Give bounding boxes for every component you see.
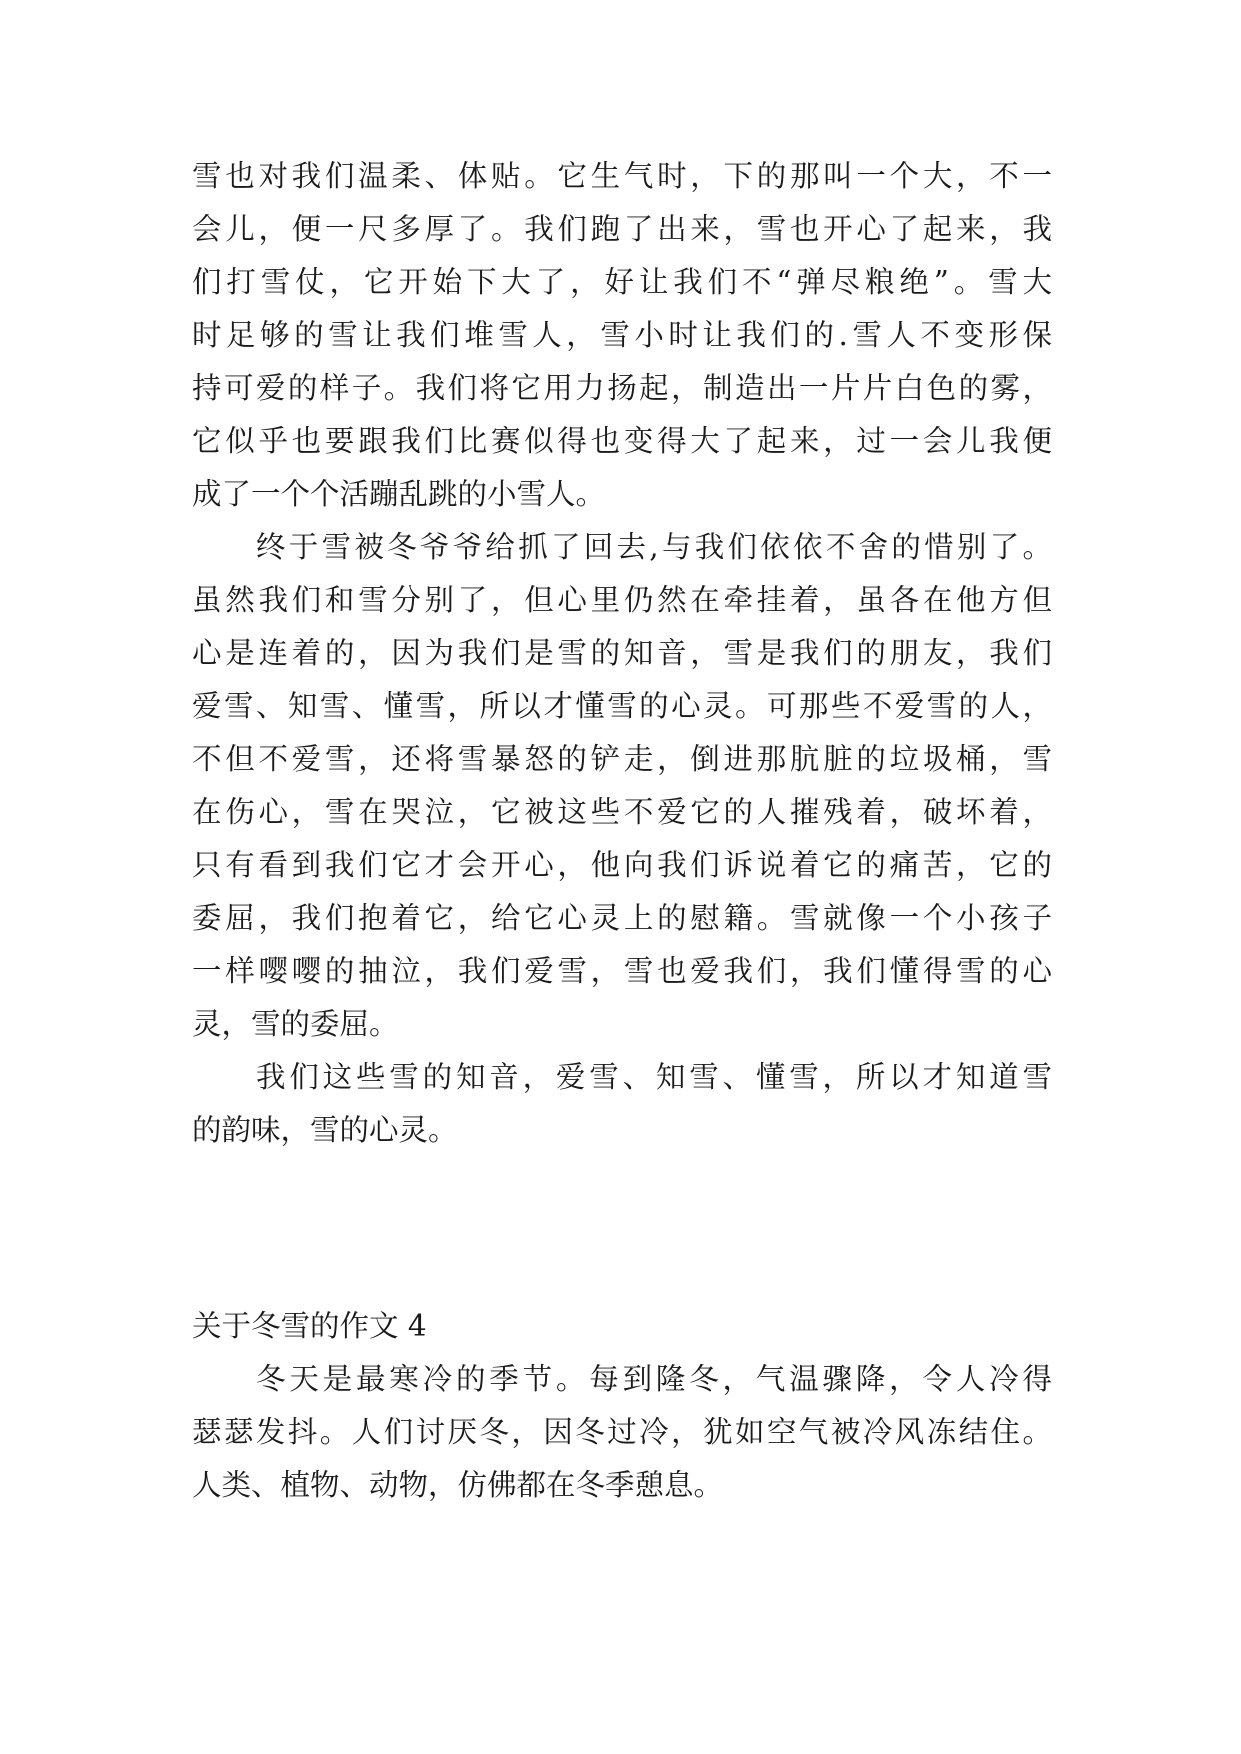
- text-line: 在伤心，雪在哭泣，它被这些不爱它的人摧残着，破坏着，: [192, 795, 1052, 829]
- essay-body-2: [192, 1353, 1052, 1512]
- text-line: 不但不爱雪，还将雪暴怒的铲走，倒进那肮脏的垃圾桶，雪: [192, 742, 1052, 776]
- text-line: 们打雪仗，它开始下大了，好让我们不“弹尽粮绝”。雪大: [192, 265, 1052, 299]
- text-line: 虽然我们和雪分别了，但心里仍然在牵挂着，虽各在他方但: [192, 583, 1052, 617]
- text-line: 一样嘤嘤的抽泣，我们爱雪，雪也爱我们，我们懂得雪的心: [192, 954, 1052, 988]
- text-line: 冬天是最寒冷的季节。每到隆冬，气温骤降，令人冷得: [256, 1362, 1052, 1396]
- text-line: 只有看到我们它才会开心，他向我们诉说着它的痛苦，它的: [192, 848, 1052, 882]
- text-line: 持可爱的样子。我们将它用力扬起，制造出一片片白色的雾，: [192, 371, 1052, 405]
- text-line: 爱雪、知雪、懂雪，所以才懂雪的心灵。可那些不爱雪的人，: [192, 689, 1052, 723]
- text-line: 终于雪被冬爷爷给抓了回去,与我们依依不舍的惜别了。: [256, 530, 1052, 564]
- text-line: 委屈，我们抱着它，给它心灵上的慰籍。雪就像一个小孩子: [192, 901, 1052, 935]
- essay-body: [192, 150, 1052, 1157]
- text-line: 瑟瑟发抖。人们讨厌冬，因冬过冷，犹如空气被冷风冻结住。: [192, 1415, 1052, 1449]
- section-heading: 关于冬雪的作文 4: [192, 1309, 427, 1343]
- text-line: 会儿，便一尺多厚了。我们跑了出来，雪也开心了起来，我: [192, 212, 1052, 246]
- text-line: 时足够的雪让我们堆雪人，雪小时让我们的.雪人不变形保: [192, 318, 1052, 352]
- text-line: 人类、植物、动物，仿佛都在冬季憩息。: [192, 1468, 724, 1502]
- text-line: 心是连着的，因为我们是雪的知音，雪是我们的朋友，我们: [192, 636, 1052, 670]
- text-line: 灵，雪的委屈。: [192, 1007, 399, 1041]
- text-line: 雪也对我们温柔、体贴。它生气时，下的那叫一个大，不一: [192, 159, 1052, 193]
- text-line: 成了一个个活蹦乱跳的小雪人。: [192, 477, 606, 511]
- text-line: 我们这些雪的知音，爱雪、知雪、懂雪，所以才知道雪: [256, 1060, 1052, 1094]
- text-line: 的韵味，雪的心灵。: [192, 1113, 458, 1147]
- text-line: 它似乎也要跟我们比赛似得也变得大了起来，过一会儿我便: [192, 424, 1052, 458]
